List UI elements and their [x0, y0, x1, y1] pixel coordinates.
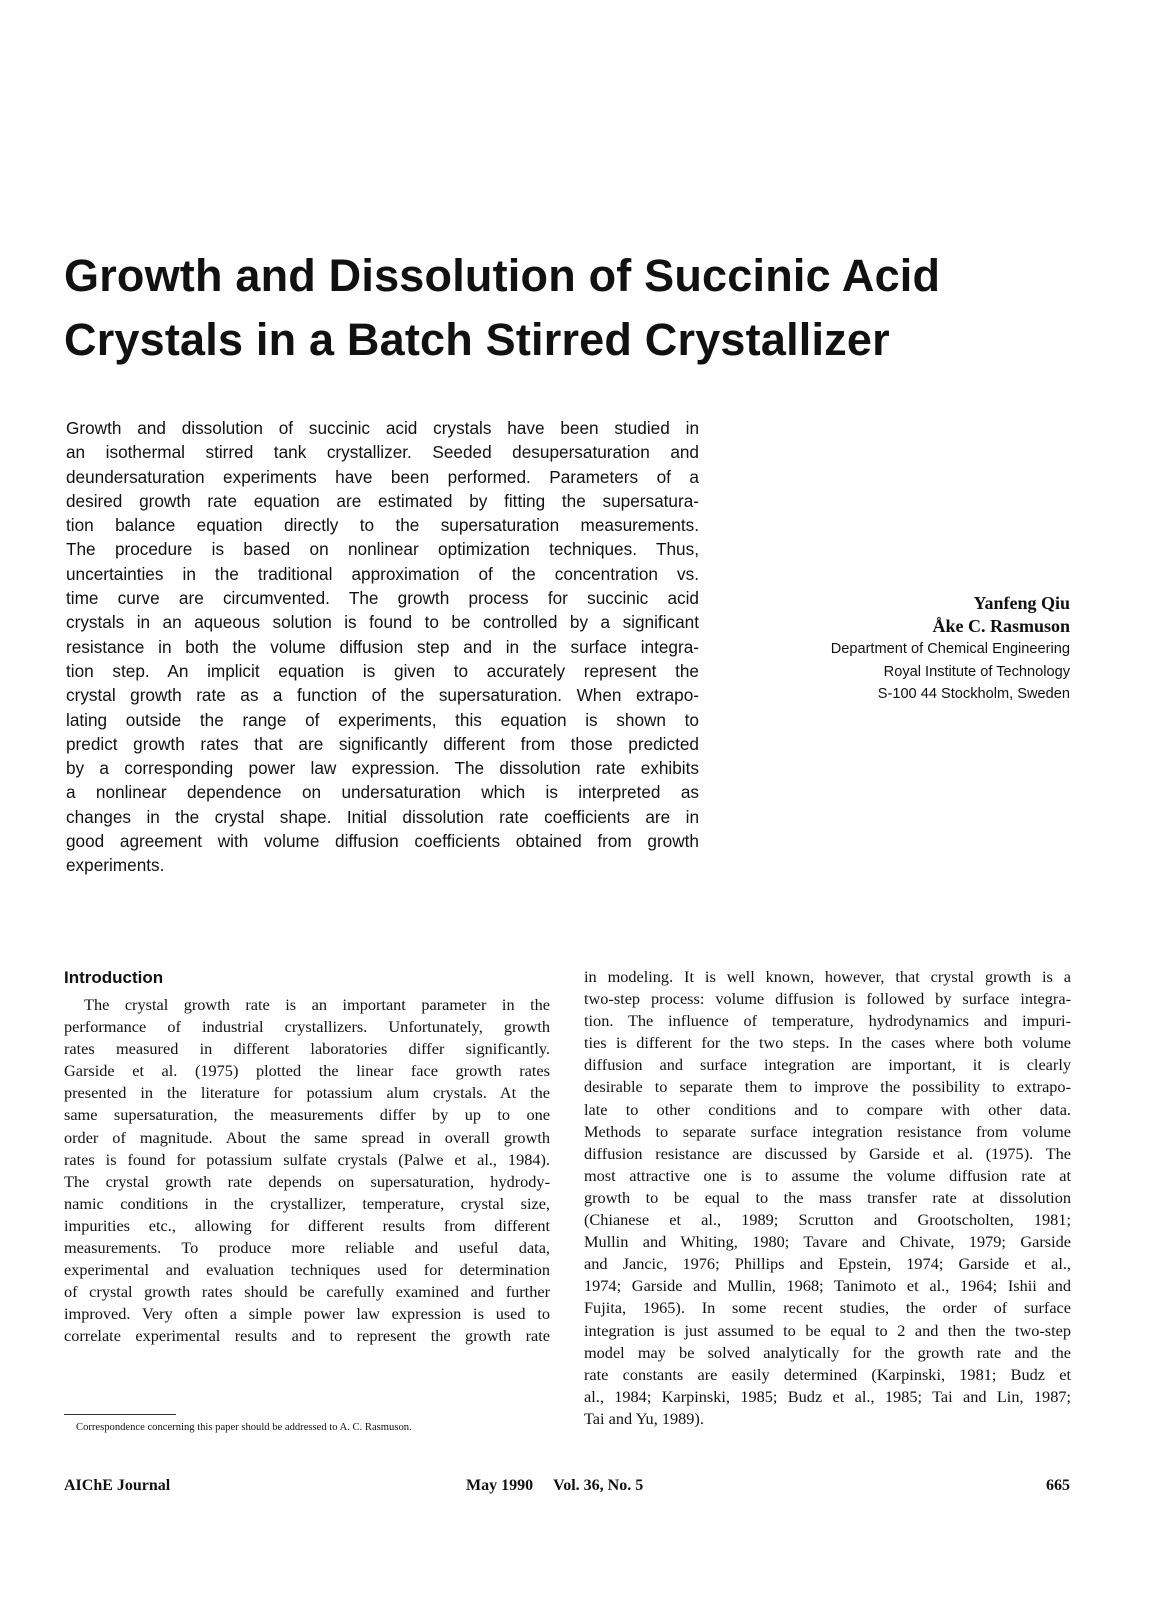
author-block — [750, 592, 1070, 706]
body-line: experimental and evaluation techniques used for determination — [64, 1260, 550, 1280]
body-line: namic conditions in the crystallizer, temperature, crystal size, — [64, 1193, 550, 1213]
abstract-line: time curve are circumvented. The growth process for succinic acid — [66, 588, 699, 609]
affiliation-line: S-100 44 Stockholm, Sweden — [877, 686, 1070, 702]
body-line: rate constants are easily determined (Karpinski, 1981; Budz et — [584, 1364, 1071, 1384]
body-line: order of magnitude. About the same spread in overall growth — [64, 1127, 550, 1147]
body-line: measurements. To produce more reliable and useful data, — [64, 1238, 550, 1258]
body-line: model may be solved analytically for the growth rate and the — [584, 1342, 1071, 1362]
body-line: same supersaturation, the measurements differ by up to one — [64, 1105, 550, 1125]
title-line-1: Growth and Dissolution of Succinic Acid — [64, 250, 941, 301]
abstract-line: by a corresponding power law expression. The dissolution rate exhibits — [66, 758, 699, 779]
body-line: Methods to separate surface integration resistance from volume — [584, 1121, 1071, 1141]
body-line: rates is found for potassium sulfate crystals (Palwe et al., 1984). — [64, 1149, 550, 1169]
author-name: Yanfeng Qiu — [973, 593, 1070, 613]
footer-volume: Vol. 36, No. 5 — [553, 1477, 644, 1494]
body-line: desirable to separate them to improve the possibility to extrapo- — [584, 1077, 1071, 1097]
body-line: in modeling. It is well known, however, that crystal growth is a — [584, 967, 1071, 986]
abstract-line: an isothermal stirred tank crystallizer. Seeded desupersaturation and — [66, 442, 699, 463]
body-line: Tai and Yu, 1989). — [584, 1408, 704, 1428]
abstract-line: changes in the crystal shape. Initial dissolution rate coefficients are in — [66, 806, 699, 827]
body-line: late to other conditions and to compare with other data. — [584, 1099, 1071, 1119]
body-line: ties is different for the two steps. In the cases where both volume — [584, 1033, 1071, 1053]
affiliation-line: Royal Institute of Technology — [883, 663, 1070, 680]
footnote-divider — [64, 1414, 176, 1415]
body-line: Garside et al. (1975) plotted the linear face growth rates — [64, 1061, 550, 1081]
abstract-line: deundersaturation experiments have been performed. Parameters of a — [66, 466, 699, 487]
body-line: improved. Very often a simple power law expression is used to — [64, 1304, 550, 1324]
body-line: diffusion and surface integration are important, it is clearly — [584, 1055, 1071, 1075]
body-column-right — [584, 966, 1071, 1430]
author-name: Åke C. Rasmuson — [932, 616, 1070, 636]
page-number: 665 — [1046, 1477, 1070, 1494]
abstract-line: crystal growth rate as a function of the supersaturation. When extrapo- — [66, 685, 699, 706]
abstract-line: lating outside the range of experiments, this equation is shown to — [66, 709, 699, 730]
article-title — [64, 244, 1064, 372]
footer-journal-name: AIChE Journal — [64, 1477, 171, 1494]
body-column-left — [64, 994, 550, 1348]
body-line: two-step process: volume diffusion is followed by surface integra- — [584, 989, 1071, 1009]
body-line: rates measured in different laboratories differ significantly. — [64, 1039, 550, 1059]
body-line: tion. The influence of temperature, hydrodynamics and impuri- — [584, 1011, 1071, 1031]
abstract-line: resistance in both the volume diffusion step and in the surface integra- — [66, 636, 699, 657]
body-line: The crystal growth rate depends on supersaturation, hydrody- — [64, 1171, 550, 1191]
body-line: 1974; Garside and Mullin, 1968; Tanimoto et al., 1964; Ishii and — [584, 1276, 1071, 1296]
abstract-line: a nonlinear dependence on undersaturation which is interpreted as — [66, 782, 699, 803]
abstract-line: predict growth rates that are significantly different from those predicted — [66, 733, 699, 754]
body-line: of crystal growth rates should be carefully examined and further — [64, 1282, 550, 1302]
section-heading-introduction: Introduction — [64, 968, 164, 987]
body-line: impurities etc., allowing for different results from different — [64, 1215, 550, 1235]
body-line: (Chianese et al., 1989; Scrutton and Grootscholten, 1981; — [584, 1210, 1071, 1230]
body-line: Fujita, 1965). In some recent studies, the order of surface — [584, 1298, 1071, 1318]
footnote-correspondence: Correspondence concerning this paper should be addressed to A. C. Rasmuson. — [76, 1422, 412, 1433]
footer-issue — [466, 1476, 643, 1496]
abstract-line: desired growth rate equation are estimated by fitting the supersatura- — [66, 490, 699, 511]
abstract-line: experiments. — [66, 855, 165, 876]
affiliation-line: Department of Chemical Engineering — [830, 641, 1070, 657]
abstract-line: Growth and dissolution of succinic acid crystals have been studied in — [66, 418, 699, 438]
body-line: and Jancic, 1976; Phillips and Epstein, 1974; Garside et al., — [584, 1254, 1071, 1274]
body-line: growth to be equal to the mass transfer rate at dissolution — [584, 1187, 1071, 1207]
abstract-line: uncertainties in the traditional approximation of the concentration vs. — [66, 563, 699, 584]
body-line: most attractive one is to assume the volume diffusion rate at — [584, 1165, 1071, 1185]
body-line: presented in the literature for potassium alum crystals. At the — [64, 1083, 550, 1103]
body-line: diffusion resistance are discussed by Garside et al. (1975). The — [584, 1143, 1071, 1163]
body-line: performance of industrial crystallizers. Unfortunately, growth — [64, 1017, 550, 1037]
title-line-2: Crystals in a Batch Stirred Crystallizer — [64, 314, 890, 365]
abstract-line: tion balance equation directly to the supersaturation measurements. — [66, 515, 699, 536]
abstract-line: crystals in an aqueous solution is found to be controlled by a significant — [66, 612, 699, 633]
abstract — [66, 416, 699, 878]
body-line: al., 1984; Karpinski, 1985; Budz et al., 1985; Tai and Lin, 1987; — [584, 1386, 1071, 1406]
footer-date: May 1990 — [466, 1477, 534, 1494]
abstract-line: good agreement with volume diffusion coefficients obtained from growth — [66, 831, 699, 852]
body-line: correlate experimental results and to represent the growth rate — [64, 1326, 550, 1346]
abstract-line: The procedure is based on nonlinear optimization techniques. Thus, — [66, 539, 699, 560]
abstract-line: tion step. An implicit equation is given to accurately represent the — [66, 660, 699, 681]
body-line: Mullin and Whiting, 1980; Tavare and Chivate, 1979; Garside — [584, 1232, 1071, 1252]
body-line: integration is just assumed to be equal to 2 and then the two-step — [584, 1320, 1071, 1340]
body-line: The crystal growth rate is an important parameter in the — [84, 995, 550, 1014]
